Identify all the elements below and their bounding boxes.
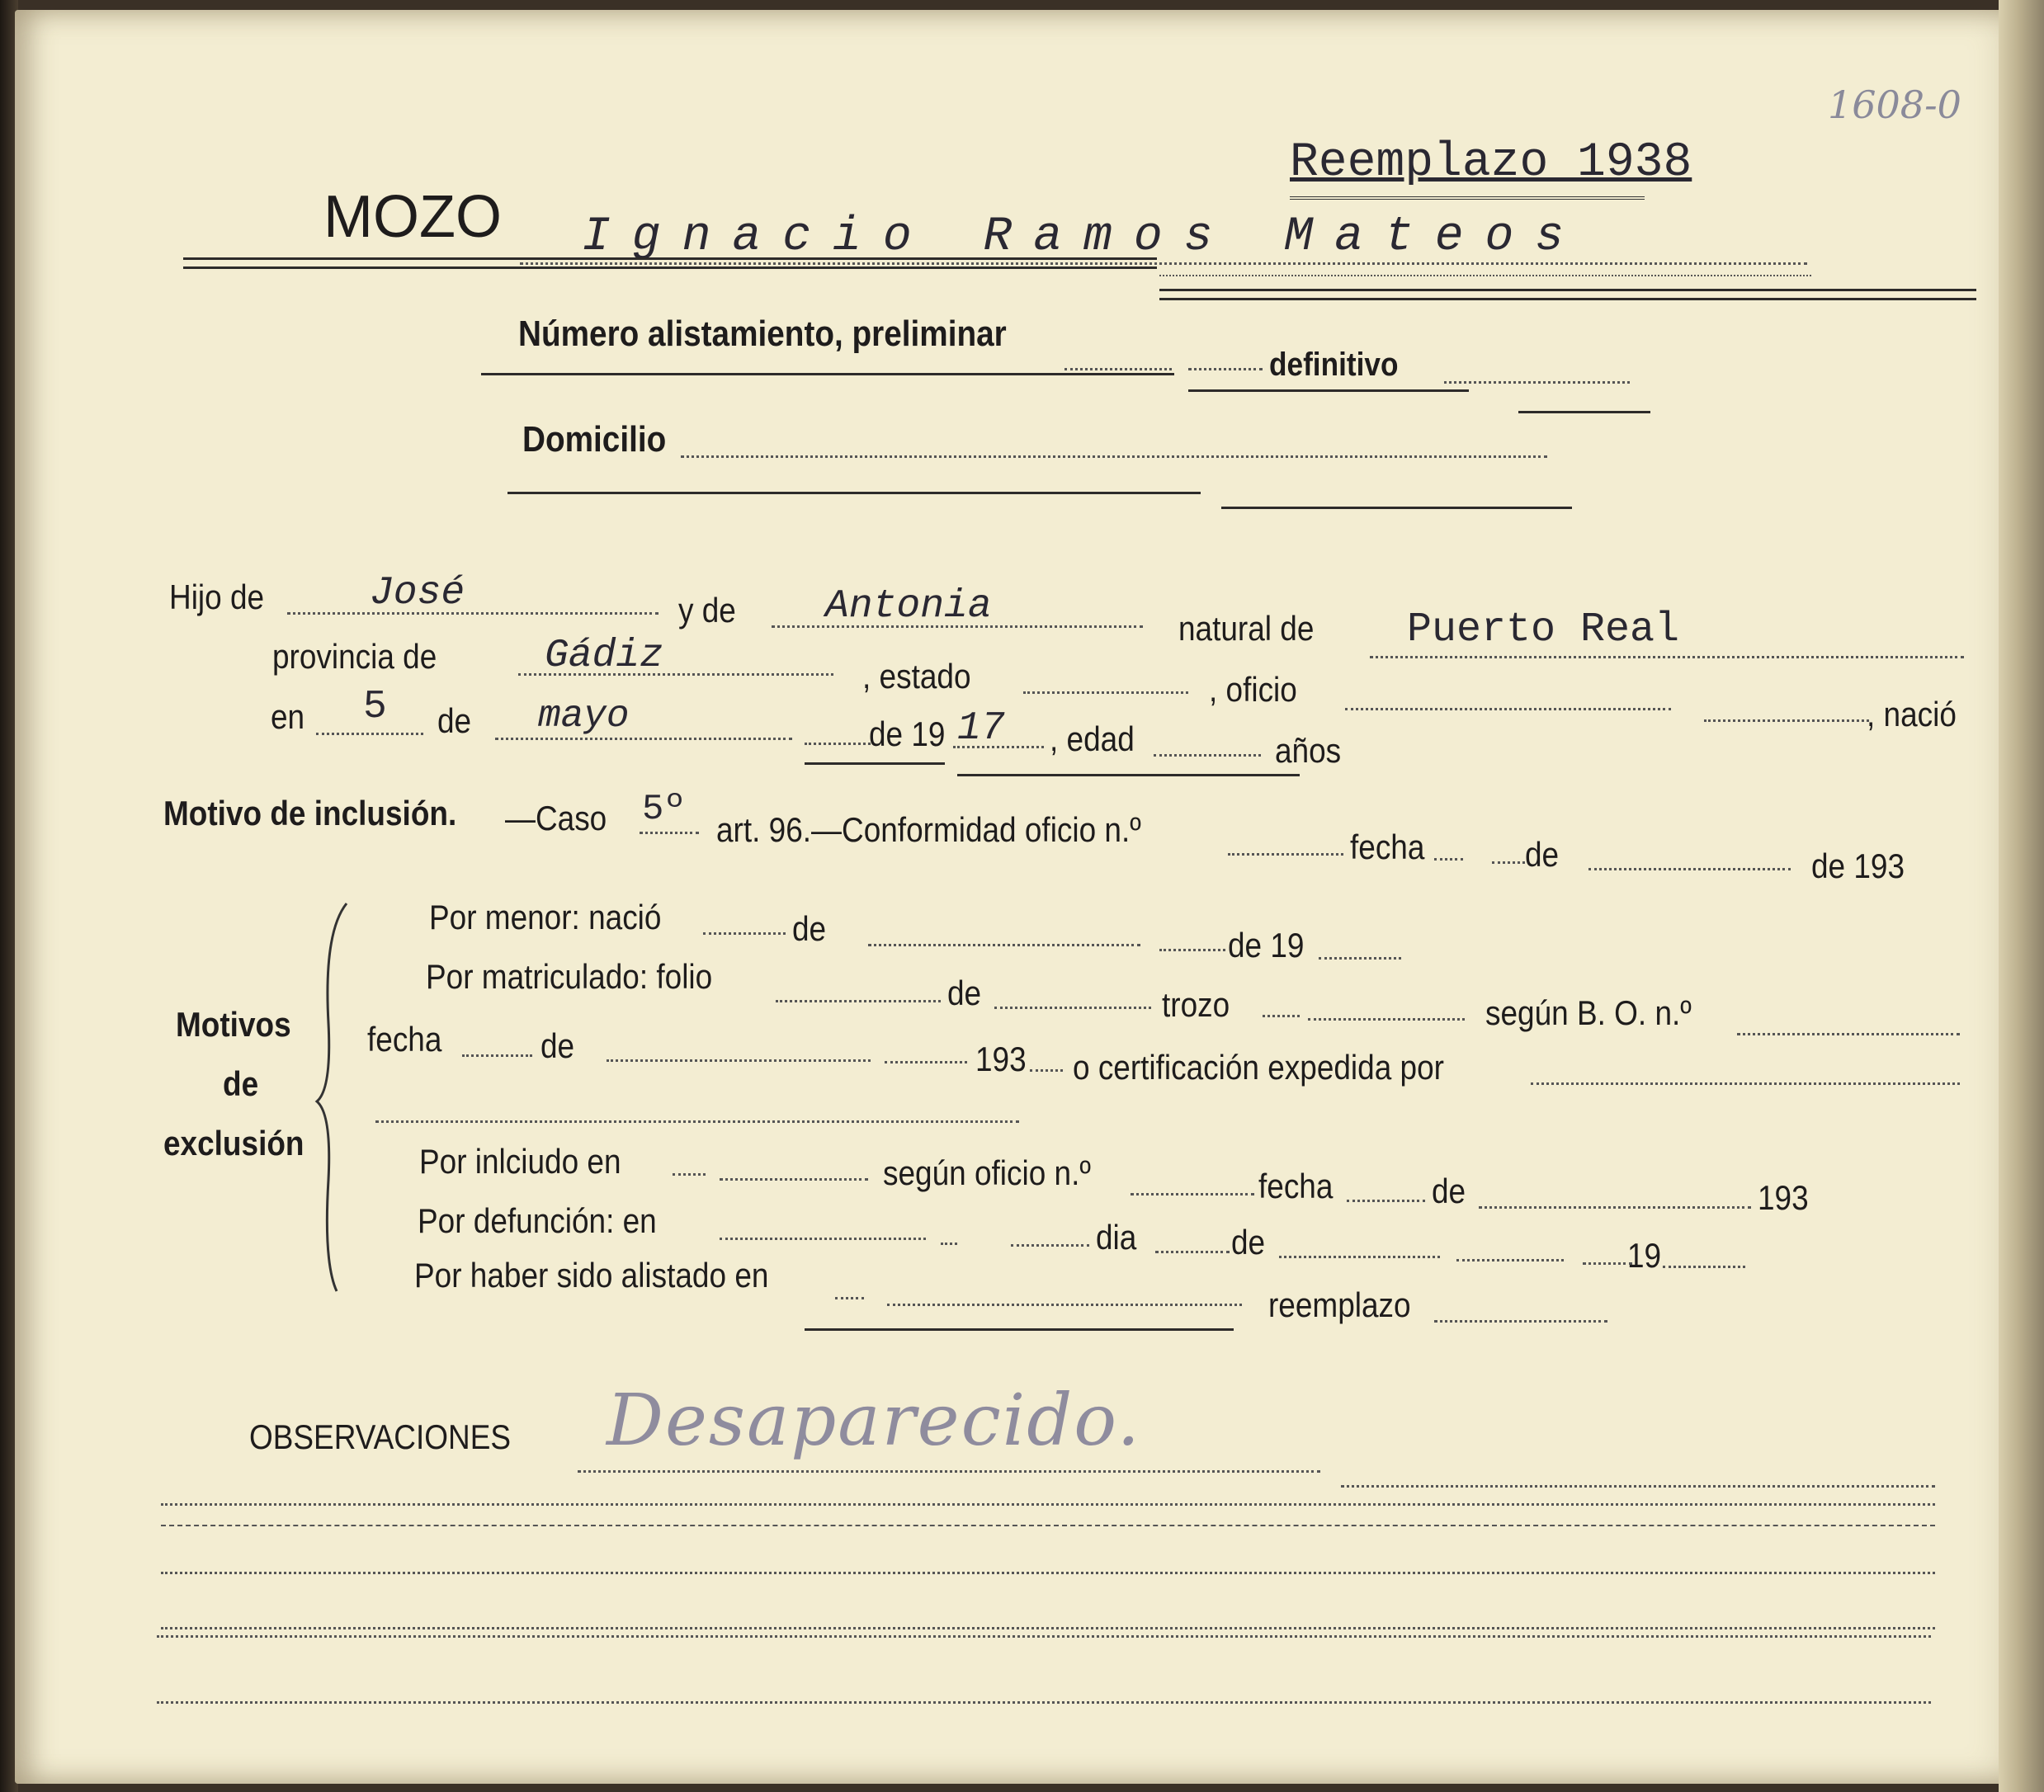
estado-label: , estado [862,657,971,696]
mozo-name[interactable]: Ignacio Ramos Mateos [582,210,1586,264]
trozo-label: trozo [1162,985,1230,1024]
oficio-label: , oficio [1209,670,1297,709]
birth-day[interactable]: 5 [363,685,387,729]
caso-value[interactable]: 5º [642,789,686,830]
inclusion-de193-label: de 193 [1811,846,1905,885]
anos-label: años [1275,731,1342,770]
father-name[interactable]: José [370,571,465,615]
menor-month-field-2[interactable] [1159,949,1225,951]
alistado-label: Por haber sido alistado en [414,1256,769,1294]
reference-number: 1608-0 [1828,83,1961,127]
page-stack-edge [1999,0,2044,1792]
incluido-fecha-label: fecha [1258,1167,1334,1205]
matriculado-de-field[interactable] [994,1007,1151,1009]
folio-field[interactable] [776,1000,941,1002]
defuncion-label: Por defunción: en [418,1201,657,1240]
menor-label: Por menor: nació [429,898,662,936]
alistamiento-rule-right [1518,411,1650,413]
menor-field[interactable] [703,932,786,935]
menor-year-field[interactable] [1319,957,1401,960]
mother-name[interactable]: Antonia [825,584,992,629]
inclusion-de-label: de [1525,835,1560,874]
defuncion-year-field-2[interactable] [1663,1266,1745,1268]
defuncion-year-field[interactable] [1583,1262,1632,1265]
month-field[interactable] [495,738,792,740]
year-suffix[interactable]: 17 [957,706,1005,751]
edad-field[interactable] [1154,754,1261,757]
matriculado-label: Por matriculado: folio [426,957,713,996]
fecha-line-month-field-2[interactable] [885,1061,967,1063]
observaciones-label: OBSERVACIONES [249,1417,512,1456]
fecha-line-month-field[interactable] [607,1059,871,1062]
certificacion-field-2[interactable] [375,1120,1019,1123]
trozo-field[interactable] [1263,1015,1300,1017]
header-double-rule-left [183,257,1157,269]
year-field[interactable] [953,746,1044,748]
inclusion-fecha-label: fecha [1350,828,1425,866]
defuncion-dia-label: dia [1096,1218,1137,1257]
menor-month-field[interactable] [868,944,1140,946]
inclusion-fecha-field-2[interactable] [1492,861,1525,864]
birth-month[interactable]: mayo [538,695,630,738]
provincia-value[interactable]: Gádiz [545,634,664,678]
incluido-fecha-field[interactable] [1347,1200,1425,1202]
definitivo-field[interactable] [1444,381,1630,384]
certificacion-label: o certificación expedida por [1073,1048,1444,1087]
natural-de-field[interactable] [1370,656,1964,658]
incluido-month-field[interactable] [1479,1206,1751,1209]
defuncion-de-label: de [1231,1223,1266,1261]
birth-de-label: de [437,701,472,740]
motivo-inclusion-label: Motivo de inclusión. [163,794,457,832]
conformidad-field[interactable] [1228,853,1343,856]
nacio-field[interactable] [1704,719,1869,722]
observaciones-line-4[interactable] [161,1572,1935,1574]
observaciones-value[interactable]: Desaparecido. [607,1379,1141,1462]
fecha-line-field[interactable] [462,1054,532,1057]
fecha-line-193-label: 193 [975,1040,1027,1078]
birth-rule-2 [957,774,1300,776]
alistamiento-rule-left [481,373,1174,375]
caso-field[interactable] [640,832,699,834]
preliminar-field[interactable] [1064,368,1172,370]
preliminar-field-2[interactable] [1188,368,1263,370]
numero-alistamiento-label: Número alistamiento, preliminar [518,314,1007,354]
menor-de19-label: de 19 [1228,926,1305,964]
incluido-label: Por inlciudo en [419,1142,621,1181]
incluido-193-label: 193 [1758,1178,1809,1217]
exclusion-title-2: de [223,1064,259,1103]
certificacion-field[interactable] [1531,1082,1960,1085]
hijo-de-label: Hijo de [169,578,265,616]
reemplazo-heading: Reemplazo 1938 [1290,136,1692,190]
segun-oficio-field[interactable] [1131,1193,1254,1195]
domicilio-rule-right [1221,507,1572,509]
fecha-line-de-label: de [541,1026,575,1065]
observaciones-line-7[interactable] [157,1701,1931,1704]
observaciones-line-1b[interactable] [1341,1485,1935,1488]
y-de-label: y de [678,591,736,630]
day-field[interactable] [316,733,423,735]
father-field[interactable] [287,612,659,615]
trozo-field-2[interactable] [1308,1018,1465,1021]
incluido-field[interactable] [673,1173,706,1176]
observaciones-line-1[interactable] [578,1470,1320,1473]
inclusion-month-field[interactable] [1588,868,1791,870]
alistado-reemplazo-label: reemplazo [1268,1285,1411,1324]
alistado-rule [805,1328,1234,1331]
defuncion-19-label: 19 [1627,1236,1662,1275]
alistado-field[interactable] [835,1297,864,1299]
reemplazo-underline [1290,196,1645,200]
definitivo-label: definitivo [1269,347,1399,383]
domicilio-field[interactable] [681,455,1547,458]
observaciones-line-2[interactable] [161,1503,1935,1506]
segun-bo-label: según B. O. n.º [1485,993,1692,1032]
exclusion-title-1: Motivos [176,1005,291,1044]
alistado-reemplazo-field[interactable] [1434,1320,1607,1323]
segun-bo-field[interactable] [1737,1033,1960,1035]
fecha-line-fecha-label: fecha [367,1020,442,1059]
month-field-2 [805,743,871,745]
defuncion-place-field-2 [941,1243,957,1245]
incluido-field-2[interactable] [720,1178,868,1181]
header-double-rule-right [1159,289,1976,300]
mozo-label: MOZO [323,184,502,250]
alistamiento-rule-mid [1188,389,1469,392]
art-label: art. 96.—Conformidad oficio n.º [716,810,1141,849]
defuncion-place-field[interactable] [720,1238,926,1240]
defuncion-place-field-3[interactable] [1011,1244,1089,1247]
header-dots-right [1159,275,1811,276]
alistado-field-2[interactable] [887,1304,1242,1306]
inclusion-fecha-field[interactable] [1434,858,1463,861]
oficio-field[interactable] [1345,708,1671,710]
year-prefix: de 19 [869,714,946,753]
domicilio-label: Domicilio [522,419,667,460]
exclusion-brace [314,899,355,1295]
menor-de-label: de [792,909,827,948]
defuncion-month-field[interactable] [1279,1256,1440,1258]
defuncion-month-field-2[interactable] [1456,1259,1564,1261]
observaciones-line-5[interactable] [161,1627,1935,1629]
defuncion-dia-field[interactable] [1155,1251,1230,1253]
segun-oficio-label: según oficio n.º [883,1153,1091,1192]
fecha-line-year-field[interactable] [1030,1069,1063,1072]
observaciones-line-6[interactable] [157,1635,1931,1638]
matriculado-de-label: de [947,974,982,1012]
caso-label: —Caso [505,799,607,837]
provincia-label: provincia de [272,637,437,676]
estado-field[interactable] [1023,691,1188,694]
natural-de-value[interactable]: Puerto Real [1407,606,1680,653]
natural-de-label: natural de [1178,609,1315,648]
domicilio-rule-left [507,492,1201,494]
exclusion-title-3: exclusión [163,1124,304,1162]
incluido-de-label: de [1432,1172,1466,1210]
nacio-label: , nació [1867,695,1957,733]
en-label: en [271,697,305,736]
observaciones-line-3[interactable] [161,1525,1935,1526]
birth-rule-1 [805,762,945,765]
edad-label: , edad [1050,719,1135,758]
